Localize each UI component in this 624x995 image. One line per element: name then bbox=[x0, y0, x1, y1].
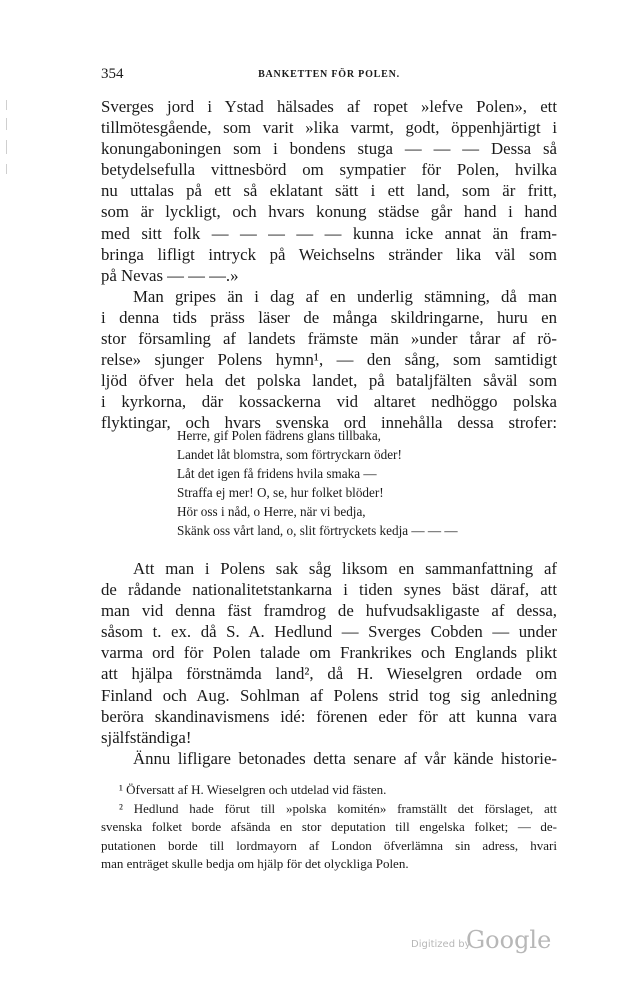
paragraph-3 bbox=[101, 558, 557, 748]
poem-line: Hör oss i nåd, o Herre, när vi bedja, bbox=[177, 504, 366, 519]
text-line: man vid denna fäst framdrog de hufvudsakligaste af dessa, bbox=[101, 601, 557, 621]
margin-mark bbox=[6, 164, 7, 174]
text-line: själfständiga! bbox=[101, 727, 192, 747]
page-number: 354 bbox=[101, 66, 124, 82]
text-line: Finland och Aug. Sohlman af Polens strid tog sig anledning bbox=[101, 685, 557, 705]
text-line: varma ord för Polen talade om Frankrikes och Englands plikt bbox=[101, 643, 557, 663]
text-line: Man gripes än i dag af en underlig stämning, då man bbox=[133, 286, 557, 306]
margin-mark bbox=[6, 118, 7, 130]
paragraph-2 bbox=[101, 286, 557, 434]
poem-line: Straffa ej mer! O, se, hur folket blöder! bbox=[177, 485, 384, 500]
footnote-2-cont: putationen borde till lordmayorn af London öfverlämna sin adress, hvari bbox=[101, 837, 557, 853]
footnote-2: ² Hedlund hade förut till »polska komitén» framställt det förslaget, att bbox=[119, 800, 557, 816]
text-line: nu uttalas på ett så eklatant sätt i ett land, som är fritt, bbox=[101, 181, 557, 201]
paragraph-4 bbox=[101, 748, 557, 769]
poem-line: Herre, gif Polen fädrens glans tillbaka, bbox=[177, 428, 381, 443]
text-line: Ännu lifligare betonades detta senare af vår kände historie- bbox=[133, 748, 557, 768]
running-head: BANKETTEN FÖR POLEN. bbox=[258, 69, 400, 80]
text-line: som är lyckligt, och hvars konung städse går hand i hand bbox=[101, 202, 557, 222]
page-header bbox=[101, 66, 557, 86]
footnote-2-cont: svenska folket borde afsända en stor deputation till engelska folket; — de- bbox=[101, 819, 557, 835]
paragraph-1 bbox=[101, 96, 557, 286]
margin-marks bbox=[0, 96, 14, 186]
text-line: med sitt folk — — — — — kunna icke annat än fram- bbox=[101, 223, 557, 243]
text-line: betydelsefulla vittnesbörd om sympatier för Polen, hvilka bbox=[101, 160, 557, 180]
text-line: Sverges jord i Ystad hälsades af ropet »lefve Polen», ett bbox=[101, 97, 557, 116]
main-text-lower bbox=[101, 558, 557, 769]
text-line: konungaboningen som i bondens stuga — — — Dessa så bbox=[101, 139, 557, 159]
poem-line: Skänk oss vårt land, o, slit förtryckets kedja — — — bbox=[177, 523, 458, 538]
watermark-brand: Google bbox=[466, 926, 552, 954]
text-line: tillmötesgående, som varit »lika varmt, godt, öppenhjärtigt i bbox=[101, 118, 557, 138]
watermark-prefix: Digitized by bbox=[411, 939, 471, 950]
text-line: beröra skandinavismens idé: förenen eder för att kunna vara bbox=[101, 706, 557, 726]
text-line: de rådande nationalitetstankarna i tiden synes bäst däraf, att bbox=[101, 580, 557, 600]
margin-mark bbox=[6, 140, 7, 154]
footnote-1: ¹ Öfversatt af H. Wieselgren och utdelad vid fästen. bbox=[119, 782, 387, 797]
poem-stanza bbox=[177, 426, 517, 540]
text-line: såsom t. ex. då S. A. Hedlund — Sverges Cobden — under bbox=[101, 622, 557, 642]
text-line: i denna tids präss läser de många skildringarne, huru en bbox=[101, 307, 557, 327]
poem-line: Landet låt blomstra, som förtryckarn öder! bbox=[177, 447, 402, 462]
text-line: Att man i Polens sak såg liksom en sammanfattning af bbox=[133, 559, 557, 578]
text-line: stor församling af landets främste män »under tårar af rö- bbox=[101, 329, 557, 349]
text-line: ljöd öfver hela det polska landet, på bataljfälten såväl som bbox=[101, 371, 557, 391]
text-line: flyktingar, och hvars svenska ord innehålla dessa strofer: bbox=[101, 413, 557, 433]
text-line: bringa lifligt intryck på Weichselns stränder lika väl som bbox=[101, 244, 557, 264]
text-line: relse» sjunger Polens hymn¹, — den sång, som samtidigt bbox=[101, 350, 557, 370]
text-line: i kyrkorna, där kossackerna vid altaret nedhöggo polska bbox=[101, 392, 557, 412]
margin-mark bbox=[6, 100, 7, 110]
main-text-upper bbox=[101, 96, 557, 434]
footnote-2-cont: man enträget skulle bedja om hjälp för det olyckliga Polen. bbox=[101, 856, 409, 872]
poem-line: Låt det igen få fridens hvila smaka — bbox=[177, 466, 377, 481]
text-line: att hjälpa förstnämda land², då H. Wieselgren ordade om bbox=[101, 664, 557, 684]
text-line: på Nevas — — —.» bbox=[101, 265, 239, 285]
footnotes bbox=[101, 781, 557, 874]
google-watermark bbox=[411, 926, 561, 956]
